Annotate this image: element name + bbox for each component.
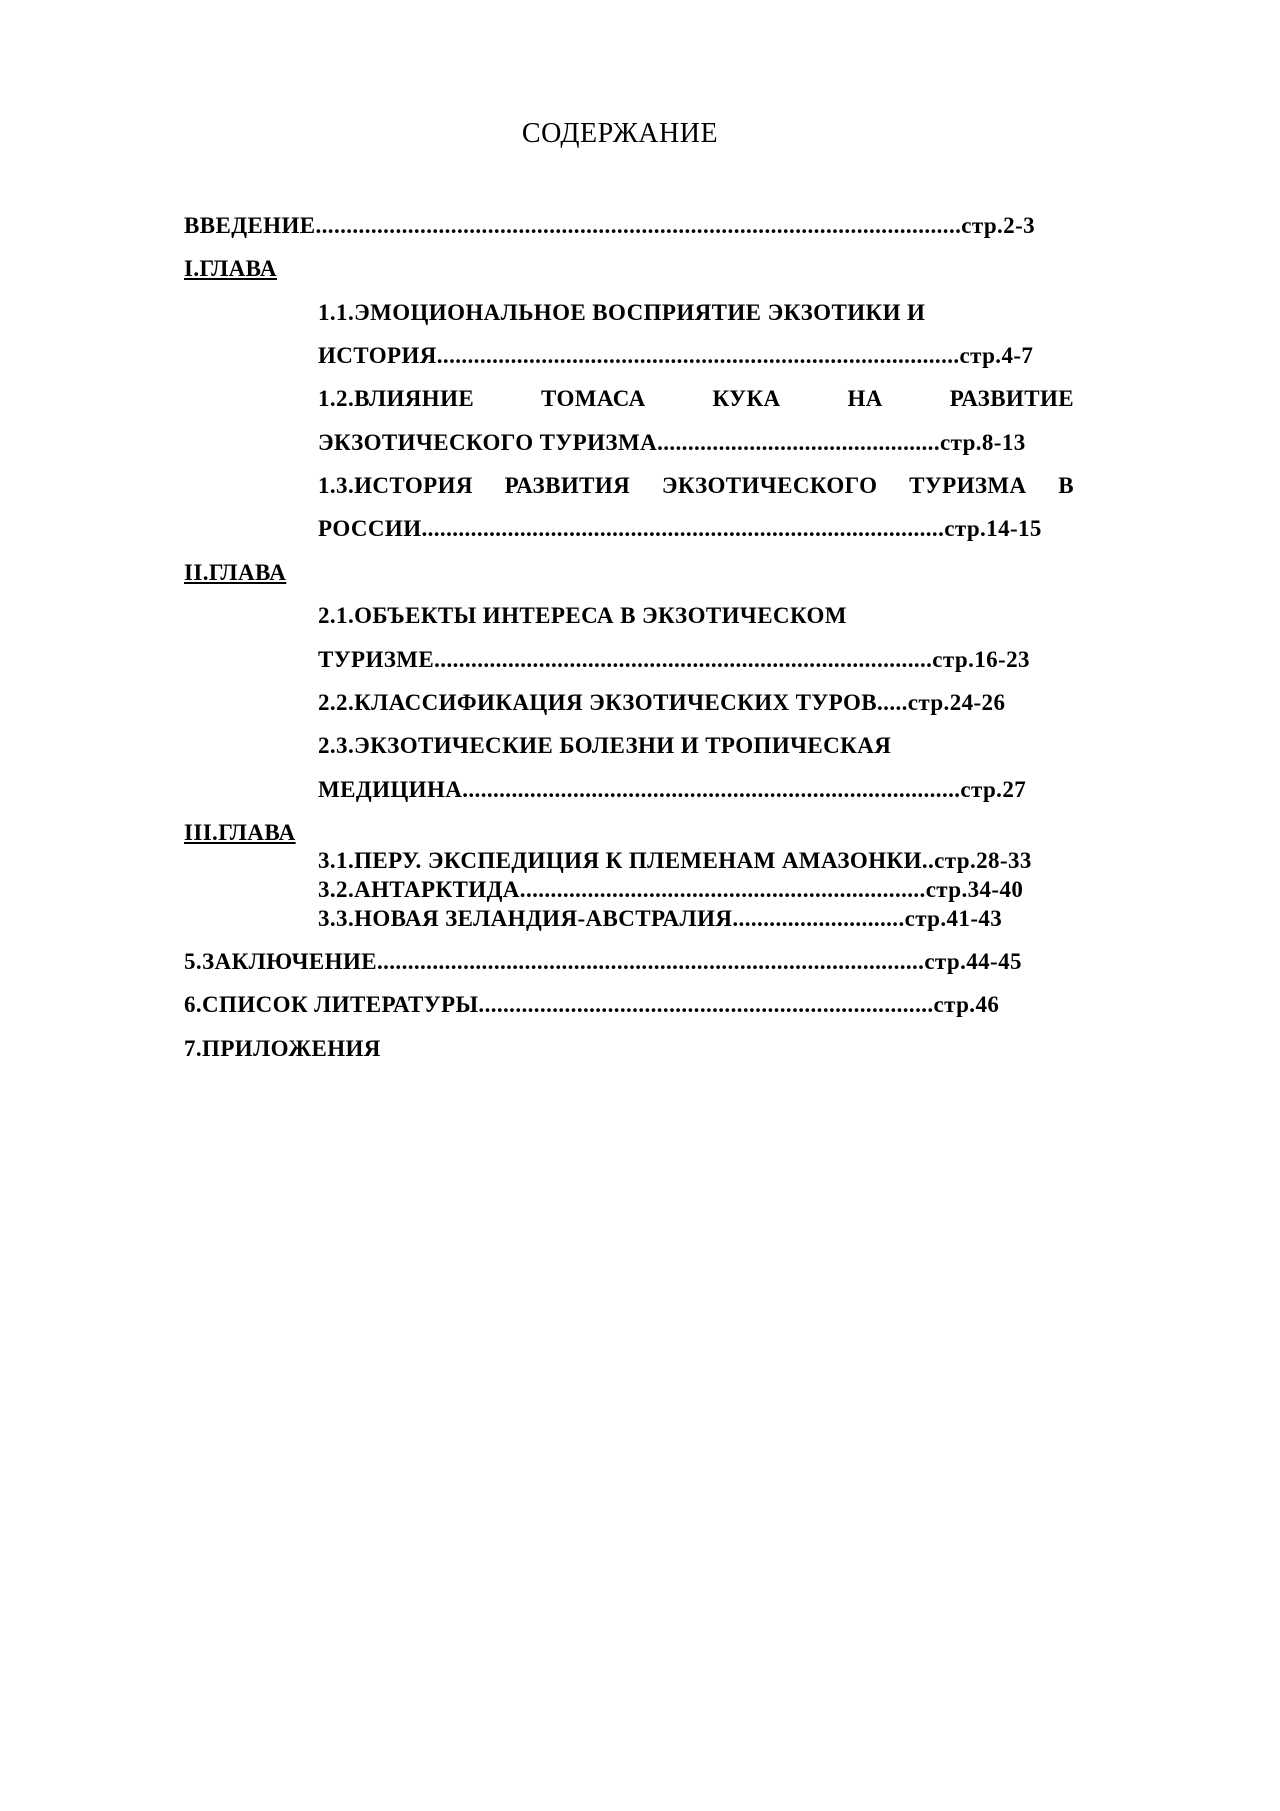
toc-entry-2-3: 2.3.ЭКЗОТИЧЕСКИЕ БОЛЕЗНИ И ТРОПИЧЕСКАЯ (318, 733, 892, 758)
toc-entry-2-1: 2.1.ОБЪЕКТЫ ИНТЕРЕСА В ЭКЗОТИЧЕСКОМ (318, 603, 847, 628)
toc-entry-conclusion: 5.ЗАКЛЮЧЕНИЕ.........................................................................................стр.44-45 (184, 949, 1022, 974)
toc-entry-3-3: 3.3.НОВАЯ ЗЕЛАНДИЯ-АВСТРАЛИЯ............................стр.41-43 (318, 906, 1003, 931)
toc-chapter-1-heading: I.ГЛАВА (184, 256, 277, 281)
toc-entry-1-1: 1.1.ЭМОЦИОНАЛЬНОЕ ВОСПРИЯТИЕ ЭКЗОТИКИ И (318, 300, 926, 325)
toc-chapter-2-heading: II.ГЛАВА (184, 560, 287, 585)
toc-entry-1-1-cont: ИСТОРИЯ.....................................................................................стр.4-7 (318, 343, 1034, 368)
toc-entry-appendix: 7.ПРИЛОЖЕНИЯ (184, 1036, 381, 1061)
toc-entry-1-2-cont: ЭКЗОТИЧЕСКОГО ТУРИЗМА..............................................стр.8-13 (318, 430, 1026, 455)
toc-entry-1-2: 1.2.ВЛИЯНИЕ ТОМАСА КУКА НА РАЗВИТИЕ (318, 386, 1074, 411)
toc-entry-3-2: 3.2.АНТАРКТИДА..................................................................стр.34-40 (318, 877, 1024, 902)
toc-entry-1-3: 1.3.ИСТОРИЯ РАЗВИТИЯ ЭКЗОТИЧЕСКОГО ТУРИЗМА В (318, 473, 1074, 498)
toc-entry-2-3-cont: МЕДИЦИНА.................................................................................стр.27 (318, 777, 1027, 802)
toc-entry-2-1-cont: ТУРИЗМЕ.................................................................................стр.16-23 (318, 647, 1030, 672)
toc-chapter-3-heading: III.ГЛАВА (184, 820, 296, 845)
toc-entry-3-1: 3.1.ПЕРУ. ЭКСПЕДИЦИЯ К ПЛЕМЕНАМ АМАЗОНКИ..стр.28-33 (318, 848, 1032, 873)
toc-entry-1-3-cont: РОССИИ.....................................................................................стр.14-15 (318, 516, 1042, 541)
toc-entry-bibliography: 6.СПИСОК ЛИТЕРАТУРЫ..........................................................................стр.46 (184, 992, 1000, 1017)
page-title: СОДЕРЖАНИЕ (521, 118, 719, 149)
toc-entry-introduction: ВВЕДЕНИЕ.........................................................................................................стр.2-3 (184, 213, 1036, 238)
toc-entry-2-2: 2.2.КЛАССИФИКАЦИЯ ЭКЗОТИЧЕСКИХ ТУРОВ.....стр.24-26 (318, 690, 1006, 715)
